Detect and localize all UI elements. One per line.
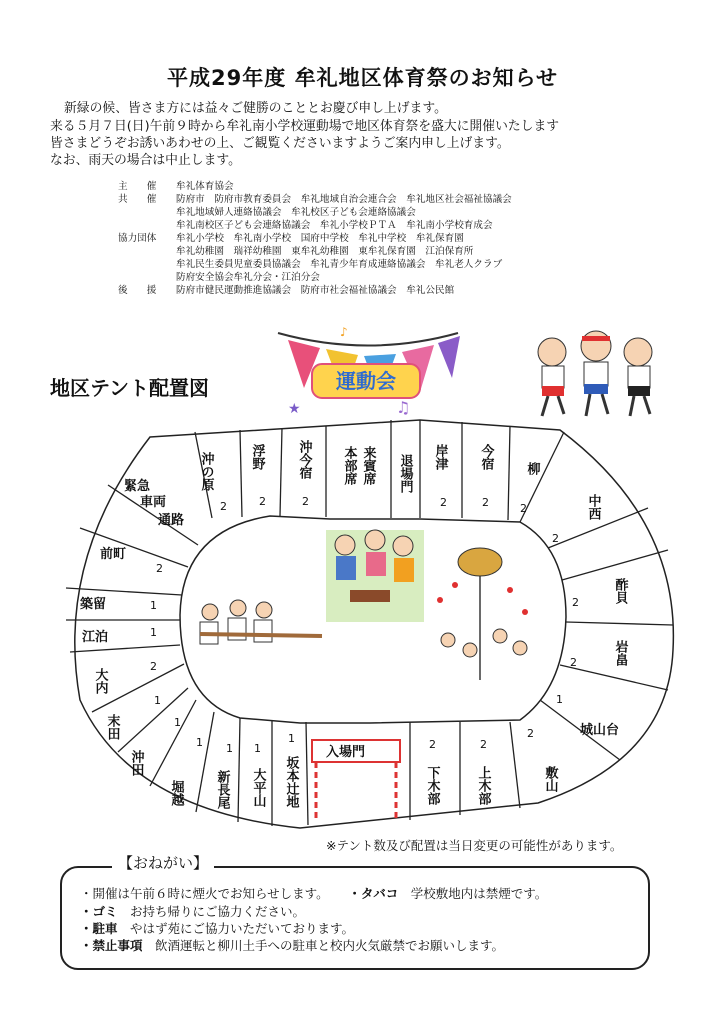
tent-kiyomitsu-count: 2 — [572, 596, 579, 609]
tent-shikiyama-count: 2 — [527, 727, 534, 740]
tent-ouchi: 大内 — [92, 668, 108, 694]
emergency-lane-1: 緊急 — [124, 479, 151, 494]
requests-title: 【おねがい】 — [112, 852, 214, 873]
tent-etomari: 江泊 — [82, 630, 109, 645]
map-title: 地区テント配置図 — [50, 376, 209, 400]
tent-shinnagao-count: 1 — [226, 742, 233, 755]
request-parking-text: やはず苑にご協力いただいております。 — [130, 921, 355, 936]
organizer-coop-1: 牟礼小学校 牟礼南小学校 国府中学校 牟礼中学校 牟礼保育園 — [176, 233, 464, 244]
tent-kishizu: 岸津 — [432, 444, 448, 470]
tent-okiimaichi: 沖今宿 — [296, 440, 312, 479]
organizer-coop-4: 防府安全協会牟礼分会・江泊分会 — [176, 272, 320, 283]
tent-yanagi: 柳 — [524, 462, 540, 475]
intro-line-3: 皆さまどうぞお誘いあわせの上、ご観覧くださいますようご案内申し上げます。 — [50, 136, 510, 151]
organizer-host: 牟礼体育協会 — [176, 181, 234, 192]
request-parking-label: ・駐車 — [80, 921, 118, 936]
tent-kiyomitsu: 酢貝 — [612, 578, 628, 604]
intro-line-4: なお、雨天の場合は中止します。 — [50, 153, 241, 168]
entrance-gate: 入場門 — [326, 745, 366, 760]
tent-kamikibe-count: 2 — [480, 738, 487, 751]
intro-line-1: 新緑の候、皆さま方には益々ご健勝のこととお慶び申し上げます。 — [64, 101, 447, 116]
tent-nakanishi-count: 2 — [552, 532, 559, 545]
request-item-2 — [80, 904, 305, 920]
tent-yanagi-count: 2 — [520, 502, 527, 515]
tent-sakamotoyuji: 坂本辻地 — [283, 756, 299, 808]
page-title: 平成29年度 牟礼地区体育祭のお知らせ — [167, 66, 558, 90]
layout-note: ※テント数及び配置は当日変更の可能性があります。 — [326, 838, 623, 853]
tent-sueda: 末田 — [104, 714, 120, 740]
tent-tsukidome-count: 1 — [150, 599, 157, 612]
tent-shimokibe-count: 2 — [429, 738, 436, 751]
tent-ohirayama: 大平山 — [250, 768, 266, 807]
request-fireworks: ・開催は午前６時に煙火でお知らせします。 — [80, 886, 323, 901]
request-smoking-text: 学校敷地内は禁煙です。 — [410, 886, 548, 901]
tent-shimokibe: 下木部 — [424, 766, 440, 805]
tent-nakanishi: 中西 — [585, 494, 601, 520]
tent-ouchi-count: 2 — [150, 660, 157, 673]
svg-text:★: ★ — [288, 401, 301, 417]
request-prohibited-text: 飲酒運転と柳川土手への駐車と校内火気厳禁でお願いします。 — [155, 938, 505, 953]
tent-joyamadai: 城山台 — [580, 723, 620, 738]
tent-sakamotoyuji-count: 1 — [288, 732, 295, 745]
tent-maemachi: 前町 — [100, 547, 127, 562]
organizer-cohost-2: 牟礼地域婦人連絡協議会 牟礼校区子ども会連絡協議会 — [176, 207, 416, 218]
tent-okinohara: 沖の原 — [198, 452, 214, 491]
tent-horikoshi: 堀越 — [168, 780, 184, 806]
request-smoking-label: ・タバコ — [348, 886, 399, 901]
tent-iwahata: 岩畠 — [612, 640, 628, 666]
tent-imajuku-count: 2 — [482, 496, 489, 509]
request-item-4 — [80, 938, 504, 954]
organizer-support: 防府市健民運動推進協議会 防府市社会福祉協議会 牟礼公民館 — [176, 285, 455, 296]
taijo-mon: 退場門 — [397, 454, 413, 493]
request-prohibited-label: ・禁止事項 — [80, 938, 143, 953]
tent-honbu: 本部席 — [341, 446, 357, 485]
intro-line-2: 来る５月７日(日)午前９時から牟礼南小学校運動場で地区体育祭を盛大に開催いたします — [50, 119, 560, 134]
tent-okita-count: 1 — [174, 716, 181, 729]
tent-sueda-count: 1 — [154, 694, 161, 707]
tent-okita: 沖田 — [128, 750, 144, 776]
organizer-label-host: 主 催 — [118, 181, 157, 192]
organizer-label-support: 後 援 — [118, 285, 157, 296]
tent-tsukidome: 築留 — [80, 597, 107, 612]
svg-text:♫: ♫ — [396, 398, 411, 417]
organizer-cohost-3: 牟礼南校区子ども会連絡協議会 牟礼小学校ＰＴＡ 牟礼南小学校育成会 — [176, 220, 493, 231]
tent-shinnagao: 新長尾 — [214, 770, 230, 809]
request-item-3 — [80, 921, 354, 937]
tent-okinohara-count: 2 — [220, 500, 227, 513]
tent-shikiyama: 敷山 — [542, 766, 558, 792]
tent-iwahata-count: 2 — [570, 656, 577, 669]
request-item-1 — [80, 886, 547, 902]
organizer-label-cohost: 共 催 — [118, 194, 157, 205]
organizer-cohost-1: 防府市 防府市教育委員会 牟礼地域自治会連合会 牟礼地区社会福祉協議会 — [176, 194, 512, 205]
organizer-label-cooperation: 協力団体 — [118, 233, 157, 244]
tent-maemachi-count: 2 — [156, 562, 163, 575]
tent-kishizu-count: 2 — [440, 496, 447, 509]
tent-horikoshi-count: 1 — [196, 736, 203, 749]
organizer-coop-3: 牟礼民生委員児童委員協議会 牟礼青少年育成連絡協議会 牟礼老人クラブ — [176, 259, 503, 270]
tent-joyamadai-count: 1 — [556, 693, 563, 706]
tent-imajuku: 今宿 — [478, 444, 494, 470]
emergency-lane-3: 通路 — [158, 513, 185, 528]
tent-kamikibe: 上木部 — [475, 766, 491, 805]
request-trash-label: ・ゴミ — [80, 904, 118, 919]
tent-raihin: 来賓席 — [360, 446, 376, 485]
tent-etomari-count: 1 — [150, 626, 157, 639]
banner-text: 運動会 — [336, 369, 396, 393]
request-trash-text: お持ち帰りにご協力ください。 — [130, 904, 306, 919]
svg-text:♪: ♪ — [340, 325, 348, 339]
tent-afuno-count: 2 — [259, 495, 266, 508]
tent-ohirayama-count: 1 — [254, 742, 261, 755]
organizer-coop-2: 牟礼幼稚園 瑞祥幼稚園 東牟礼幼稚園 東牟礼保育園 江泊保育所 — [176, 246, 474, 257]
tent-afuno: 浮野 — [249, 444, 265, 470]
tent-okiimaichi-count: 2 — [302, 495, 309, 508]
emergency-lane-2: 車両 — [140, 495, 167, 510]
